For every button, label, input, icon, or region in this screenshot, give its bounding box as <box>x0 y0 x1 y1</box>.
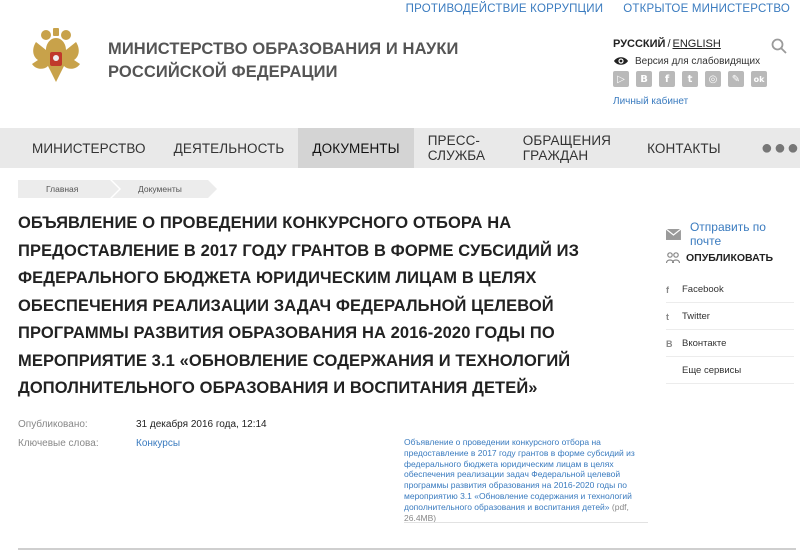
instagram-icon[interactable]: ◎ <box>705 71 721 87</box>
nav-item-appeals[interactable]: ОБРАЩЕНИЯ ГРАЖДАН <box>522 133 611 163</box>
send-by-email-link[interactable] <box>666 220 800 248</box>
share-facebook[interactable] <box>666 277 794 303</box>
breadcrumb-home[interactable] <box>18 180 110 198</box>
social-icons <box>613 71 767 87</box>
document-divider <box>404 522 648 523</box>
top-links <box>406 3 790 15</box>
keywords-label: Ключевые слова: <box>18 438 99 449</box>
odnoklassniki-icon[interactable]: ok <box>751 71 767 87</box>
breadcrumb-home-label: Главная <box>46 184 79 194</box>
share-facebook-label: Facebook <box>682 284 724 295</box>
lang-english-link[interactable]: ENGLISH <box>672 38 721 50</box>
share-more-services[interactable] <box>666 358 794 384</box>
document-link-text: Объявление о проведении конкурсного отбора на предоставление в 2017 году грантов в форме субсидий из федерального бюджета юридическим лицам в целях обеспечения реализации задач Федеральной целевой программы развития образования на 2016-2020 годы по мероприятию 3.1 «Обновление содержания и технологий дополнительного образования и воспитания детей» <box>404 437 635 512</box>
breadcrumb <box>18 180 210 198</box>
low-vision-toggle[interactable] <box>613 55 760 67</box>
livejournal-icon[interactable]: ✎ <box>728 71 744 87</box>
language-switcher <box>613 38 721 50</box>
nav-item-contacts[interactable]: КОНТАКТЫ <box>647 140 721 156</box>
breadcrumb-separator <box>112 180 121 198</box>
facebook-icon[interactable]: f <box>659 71 675 87</box>
lang-current: РУССКИЙ <box>613 38 666 50</box>
facebook-icon: f <box>666 284 669 295</box>
coat-of-arms-logo[interactable] <box>28 26 84 86</box>
envelope-icon <box>666 229 681 240</box>
vk-icon: В <box>666 338 673 349</box>
publish-heading <box>666 252 773 264</box>
twitter-icon[interactable]: t <box>682 71 698 87</box>
published-label: Опубликовано: <box>18 419 88 430</box>
breadcrumb-documents[interactable] <box>112 180 208 198</box>
twitter-icon: t <box>666 311 669 322</box>
send-by-email-label: Отправить по почте <box>689 220 766 248</box>
open-ministry-link[interactable]: ОТКРЫТОЕ МИНИСТЕРСТВО <box>623 3 790 15</box>
nav-item-ministry[interactable]: МИНИСТЕРСТВО <box>32 140 146 156</box>
share-more-services-label: Еще сервисы <box>682 365 742 376</box>
bottom-divider <box>18 548 796 550</box>
keyword-link[interactable]: Конкурсы <box>136 438 181 449</box>
low-vision-label: Версия для слабовидящих <box>635 55 761 67</box>
ministry-title-line1: МИНИСТЕРСТВО ОБРАЗОВАНИЯ И НАУКИ <box>108 40 459 58</box>
eye-icon <box>613 55 629 67</box>
publish-label: ОПУБЛИКОВАТЬ <box>686 252 774 264</box>
share-vkontakte[interactable] <box>666 331 794 357</box>
published-date: 31 декабря 2016 года, 12:14 <box>136 419 267 430</box>
breadcrumb-documents-label: Документы <box>138 184 182 194</box>
page-title: ОБЪЯВЛЕНИЕ О ПРОВЕДЕНИИ КОНКУРСНОГО ОТБОРА НА ПРЕДОСТАВЛЕНИЕ В 2017 ГОДУ ГРАНТОВ В ФОРМЕ СУБСИДИЙ ИЗ ФЕДЕРАЛЬНОГО БЮДЖЕТА ЮРИДИЧЕСКИМ ЛИЦАМ В ЦЕЛЯХ ОБЕСПЕЧЕНИЯ РЕАЛИЗАЦИИ ЗАДАЧ ФЕДЕРАЛЬНОЙ ЦЕЛЕВОЙ ПРОГРАММЫ РАЗВИТИЯ ОБРАЗОВАНИЯ НА 2016-2020 ГОДЫ ПО МЕРОПРИЯТИЕ 3.1 «ОБНОВЛЕНИЕ СОДЕРЖАНИЯ И ТЕХНОЛОГИЙ ДОПОЛНИТЕЛЬНОГО ОБРАЗОВАНИЯ И ВОСПИТАНИЯ ДЕТЕЙ» <box>18 214 580 397</box>
nav-item-activity[interactable]: ДЕЯТЕЛЬНОСТЬ <box>173 140 285 156</box>
main-nav <box>0 128 800 168</box>
search-icon[interactable] <box>771 38 787 54</box>
document-download-link[interactable] <box>404 437 650 523</box>
nav-item-documents[interactable]: ДОКУМЕНТЫ <box>298 128 413 168</box>
document-size: (pdf, 26.4MB) <box>404 501 629 523</box>
more-menu-icon[interactable]: ●●● <box>760 136 800 159</box>
share-twitter-label: Twitter <box>682 311 710 322</box>
people-icon <box>666 252 680 264</box>
ministry-title[interactable] <box>108 38 458 84</box>
share-twitter[interactable] <box>666 304 794 330</box>
lang-separator: / <box>667 38 671 50</box>
personal-cabinet-link[interactable]: Личный кабинет <box>613 96 689 107</box>
anti-corruption-link[interactable]: ПРОТИВОДЕЙСТВИЕ КОРРУПЦИИ <box>405 3 604 15</box>
ministry-title-line2: РОССИЙСКОЙ ФЕДЕРАЦИИ <box>108 63 338 81</box>
nav-item-press[interactable]: ПРЕСС-СЛУЖБА <box>427 133 486 163</box>
vk-icon[interactable]: В <box>636 71 652 87</box>
youtube-icon[interactable]: ▷ <box>613 71 629 87</box>
share-vkontakte-label: Вконтакте <box>682 338 727 349</box>
